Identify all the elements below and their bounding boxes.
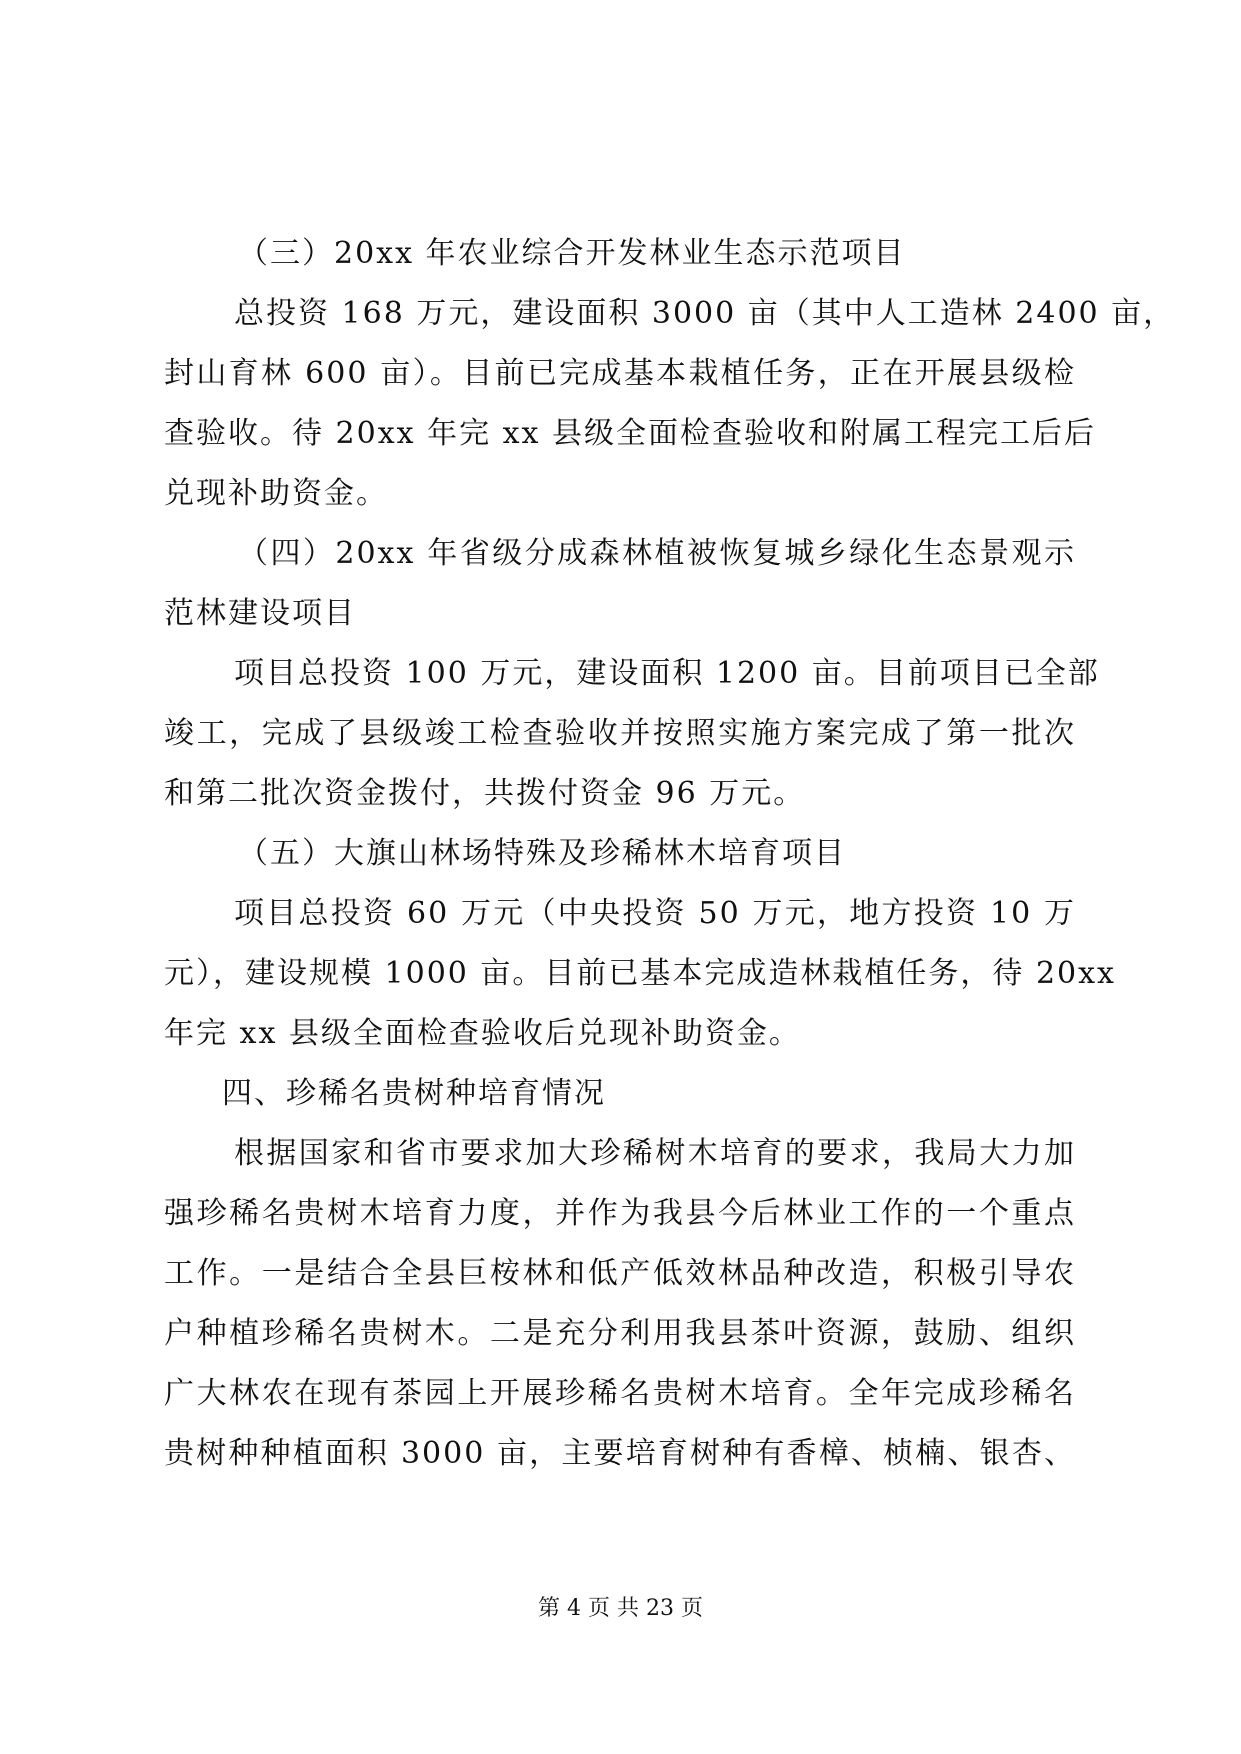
paragraph-line: 项目总投资 100 万元，建设面积 1200 亩。目前项目已全部 (234, 656, 1100, 691)
page-footer: 第 4 页 共 23 页 (538, 1596, 703, 1621)
paragraph-line: 竣工，完成了县级竣工检查验收并按照实施方案完成了第一批次 (164, 716, 1076, 751)
section-heading: 四、珍稀名贵树种培育情况 (222, 1076, 606, 1111)
paragraph-line: 项目总投资 60 万元（中央投资 50 万元，地方投资 10 万 (234, 896, 1076, 931)
heading-si-continued: 范林建设项目 (164, 596, 356, 631)
paragraph-line: 元），建设规模 1000 亩。目前已基本完成造林栽植任务，待 20xx (164, 956, 1116, 991)
paragraph-line: 强珍稀名贵树木培育力度，并作为我县今后林业工作的一个重点 (164, 1196, 1076, 1231)
document-body (164, 224, 1176, 1484)
paragraph-line: 查验收。待 20xx 年完 xx 县级全面检查验收和附属工程完工后后 (164, 416, 1096, 451)
paragraph-line: 根据国家和省市要求加大珍稀树木培育的要求，我局大力加 (234, 1136, 1076, 1171)
paragraph-line: 工作。一是结合全县巨桉林和低产低效林品种改造，积极引导农 (164, 1256, 1076, 1291)
paragraph-line: 封山育林 600 亩）。目前已完成基本栽植任务，正在开展县级检 (164, 356, 1076, 391)
heading-si: （四）20xx 年省级分成森林植被恢复城乡绿化生态景观示 (238, 536, 1076, 571)
paragraph-line: 贵树种种植面积 3000 亩，主要培育树种有香樟、桢楠、银杏、 (164, 1436, 1076, 1471)
paragraph-line: 总投资 168 万元，建设面积 3000 亩（其中人工造林 2400 亩， (234, 296, 1176, 331)
paragraph-line: 年完 xx 县级全面检查验收后兑现补助资金。 (164, 1016, 801, 1051)
paragraph-line: 户种植珍稀名贵树木。二是充分利用我县茶叶资源，鼓励、组织 (164, 1316, 1076, 1351)
heading-san: （三）20xx 年农业综合开发林业生态示范项目 (238, 236, 906, 271)
heading-wu: （五）大旗山林场特殊及珍稀林木培育项目 (238, 836, 846, 871)
paragraph-line: 和第二批次资金拨付，共拨付资金 96 万元。 (164, 776, 806, 811)
paragraph-line: 广大林农在现有茶园上开展珍稀名贵树木培育。全年完成珍稀名 (164, 1376, 1076, 1411)
paragraph-line: 兑现补助资金。 (164, 476, 388, 511)
